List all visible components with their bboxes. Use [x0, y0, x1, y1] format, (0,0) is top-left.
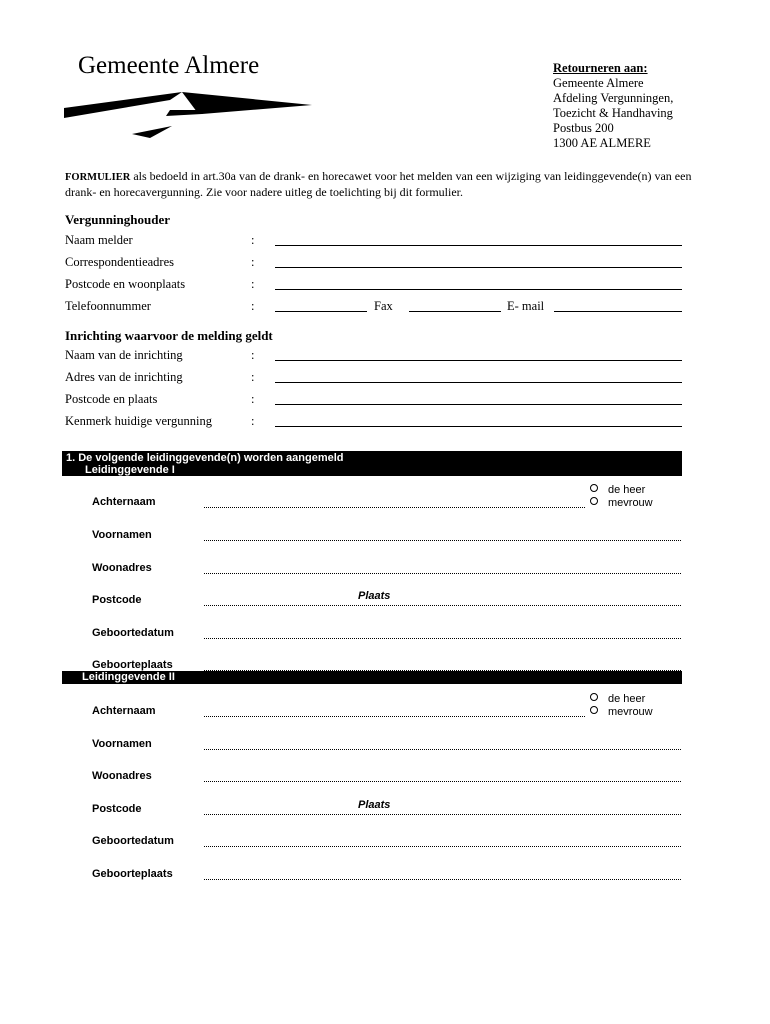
radio-circle-icon — [590, 484, 598, 492]
intro-paragraph — [65, 169, 705, 200]
postcode-1-field[interactable] — [204, 605, 681, 606]
return-address-line: Gemeente Almere — [553, 76, 644, 90]
field-label: Achternaam — [92, 496, 156, 508]
return-address-line: 1300 AE ALMERE — [553, 136, 651, 150]
voornamen-2-field[interactable] — [204, 749, 681, 750]
section1-title: 1. De volgende leidinggevende(n) worden aangemeld — [66, 452, 344, 464]
field-colon: : — [251, 348, 255, 362]
return-address — [553, 61, 673, 151]
field-label: Correspondentieadres — [65, 255, 174, 269]
field-colon: : — [251, 392, 255, 406]
field-label: Kenmerk huidige vergunning — [65, 414, 212, 428]
option-de-heer-2[interactable]: de heer — [590, 693, 645, 705]
section-title-inrichting: Inrichting waarvoor de melding geldt — [65, 328, 273, 343]
option-mevrouw-2[interactable]: mevrouw — [590, 706, 653, 718]
option-mevrouw-1[interactable]: mevrouw — [590, 497, 653, 509]
radio-circle-icon — [590, 693, 598, 701]
email-field[interactable] — [554, 311, 682, 312]
field-label: Adres van de inrichting — [65, 370, 183, 384]
field-colon: : — [251, 370, 255, 384]
return-address-line: Postbus 200 — [553, 121, 614, 135]
field-label: Achternaam — [92, 705, 156, 717]
fax-label: Fax — [374, 299, 393, 313]
achternaam-1-field[interactable] — [204, 507, 585, 508]
voornamen-1-field[interactable] — [204, 540, 681, 541]
telefoonnummer-field[interactable] — [275, 311, 367, 312]
achternaam-2-field[interactable] — [204, 716, 585, 717]
return-address-title: Retourneren aan: — [553, 61, 648, 75]
field-colon: : — [251, 299, 255, 313]
field-label: Postcode — [92, 594, 142, 606]
field-label: Postcode — [92, 803, 142, 815]
adres-inrichting-field[interactable] — [275, 382, 682, 383]
person1-heading: Leidinggevende I — [85, 464, 175, 476]
postcode-woonplaats-field[interactable] — [275, 289, 682, 290]
section-bar-leidinggevende — [62, 451, 682, 476]
field-label: Geboortedatum — [92, 835, 174, 847]
fax-field[interactable] — [409, 311, 501, 312]
postcode-2-field[interactable] — [204, 814, 681, 815]
geboortedatum-2-field[interactable] — [204, 846, 681, 847]
field-label: Geboortedatum — [92, 627, 174, 639]
intro-text: als bedoeld in art.30a van de drank- en horecawet voor het melden van een wijziging van leidinggevende(n) van een drank- en horecavergunning. Zie voor nadere uitleg de toelichting bij dit formulier. — [65, 169, 692, 199]
field-label: Woonadres — [92, 770, 152, 782]
field-label: Naam melder — [65, 233, 133, 247]
return-address-line: Toezicht & Handhaving — [553, 106, 673, 120]
field-label: Voornamen — [92, 738, 152, 750]
field-label: Geboorteplaats — [92, 868, 173, 880]
field-colon: : — [251, 414, 255, 428]
field-colon: : — [251, 277, 255, 291]
woonadres-1-field[interactable] — [204, 573, 681, 574]
person2-heading: Leidinggevende II — [82, 671, 175, 683]
field-label: Voornamen — [92, 529, 152, 541]
field-label: Telefoonnummer — [65, 299, 151, 313]
option-de-heer-1[interactable]: de heer — [590, 484, 645, 496]
field-label: Postcode en woonplaats — [65, 277, 186, 291]
field-label: Geboorteplaats — [92, 659, 173, 671]
radio-circle-icon — [590, 706, 598, 714]
geboortedatum-1-field[interactable] — [204, 638, 681, 639]
radio-circle-icon — [590, 497, 598, 505]
municipality-logo-icon — [62, 88, 322, 143]
field-label: Postcode en plaats — [65, 392, 158, 406]
field-label: Naam van de inrichting — [65, 348, 183, 362]
kenmerk-vergunning-field[interactable] — [275, 426, 682, 427]
correspondentieadres-field[interactable] — [275, 267, 682, 268]
woonadres-2-field[interactable] — [204, 781, 681, 782]
section-bar-leidinggevende-2 — [62, 671, 682, 684]
municipality-name: Gemeente Almere — [78, 52, 260, 79]
return-address-line: Afdeling Vergunningen, — [553, 91, 674, 105]
field-colon: : — [251, 233, 255, 247]
email-label: E- mail — [507, 299, 545, 313]
postcode-plaats-field[interactable] — [275, 404, 682, 405]
plaats-label: Plaats — [358, 799, 391, 811]
field-colon: : — [251, 255, 255, 269]
plaats-label: Plaats — [358, 590, 391, 602]
field-label: Woonadres — [92, 562, 152, 574]
naam-inrichting-field[interactable] — [275, 360, 682, 361]
section-title-vergunninghouder: Vergunninghouder — [65, 212, 170, 227]
naam-melder-field[interactable] — [275, 245, 682, 246]
intro-bold: FORMULIER — [65, 172, 131, 183]
geboorteplaats-2-field[interactable] — [204, 879, 681, 880]
